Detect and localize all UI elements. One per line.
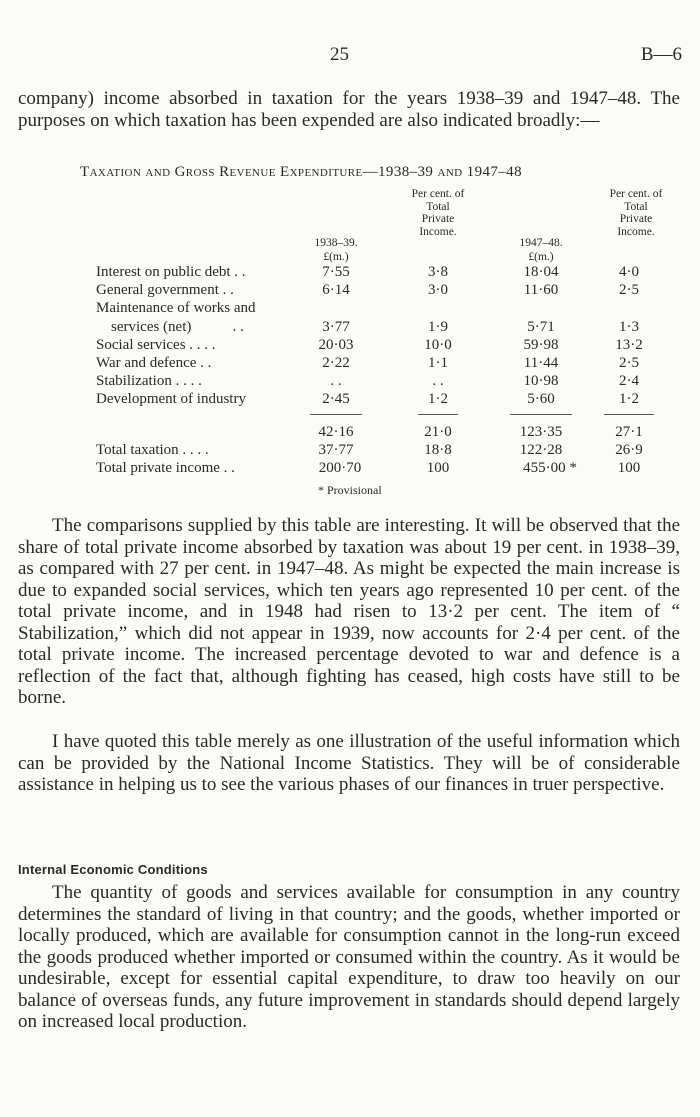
table-row [96, 264, 696, 282]
total-taxation-row [96, 442, 696, 460]
total-private-income-row [96, 460, 696, 478]
value-1938: 20·03 [318, 337, 354, 353]
subtotal-rule [418, 414, 458, 415]
pct-1947: 2·5 [619, 282, 639, 298]
value-1947: 18·04 [523, 264, 559, 280]
subtotal-rule [510, 414, 572, 415]
row-label: Total taxation . . . . [96, 442, 209, 458]
table-footnote: * Provisional [318, 483, 382, 497]
subtotal-row [96, 424, 696, 442]
pct-1947: 2·5 [619, 355, 639, 371]
value-1947: 5·71 [527, 319, 555, 335]
row-label: Development of industry [96, 391, 246, 407]
header-year-1938: 1938–39. [314, 237, 358, 249]
header-year-1947: 1947–48. [519, 237, 563, 249]
value-1947: 10·98 [523, 373, 559, 389]
pct-1947: 100 [617, 460, 641, 476]
value-1947: 5·60 [527, 391, 555, 407]
pct-1938: . . [432, 373, 444, 389]
header-pct-1947: Per cent. of Total Private Income. [609, 188, 663, 238]
value-1938: 6·14 [322, 282, 350, 298]
value-1938: . . [330, 373, 342, 389]
table-row [96, 373, 696, 391]
row-label: Stabilization . . . . [96, 373, 202, 389]
value-1938: 200·70 [318, 460, 362, 476]
body-paragraph-1: The comparisons supplied by this table are interesting. It will be observed that the share of total private income absorbed by taxation was about 19 per cent. in 1938–39, as compared with 27 per cent. in 1947–48. As might be expected the main increase is due to expanded social services, which ten years ago represented 10 per cent. of the total private income, and in 1948 had risen to 13·2 per cent. The item of “ Stabilization,” which did not appear in 1939, now accounts for 2·4 per cent. of the total private income. The increased percentage devoted to war and defence is a reflection of the fact that, although fighting has ceased, high costs have still to be borne. [18, 515, 680, 708]
value-1938: 2·22 [322, 355, 350, 371]
row-label: Total private income . . [96, 460, 235, 476]
value-1947: 123·35 [519, 424, 563, 440]
pct-1947: 13·2 [615, 337, 643, 353]
value-1947: 59·98 [523, 337, 559, 353]
pct-1938: 3·0 [428, 282, 448, 298]
table-row [96, 319, 696, 337]
pct-1938: 18·8 [424, 442, 452, 458]
pct-1947: 26·9 [615, 442, 643, 458]
pct-1938: 3·8 [428, 264, 448, 280]
pct-1938: 1·9 [428, 319, 448, 335]
row-label: Maintenance of works and [96, 300, 256, 316]
value-1938: 2·45 [322, 391, 350, 407]
pct-1947: 27·1 [615, 424, 643, 440]
pct-1947: 1·2 [619, 391, 639, 407]
table-row [96, 355, 696, 373]
pct-1938: 1·2 [428, 391, 448, 407]
section-heading: Internal Economic Conditions [18, 862, 208, 877]
subtotal-rule [604, 414, 654, 415]
row-label: services (net) . . [96, 319, 244, 335]
page-reference: B—6 [640, 44, 682, 65]
pct-1947: 2·4 [619, 373, 639, 389]
value-1947: 122·28 [519, 442, 563, 458]
value-1938: 3·77 [322, 319, 350, 335]
value-1947: 455·00 * [523, 460, 577, 476]
pct-1947: 4·0 [619, 264, 639, 280]
row-label: General government . . [96, 282, 234, 298]
value-1938: 42·16 [318, 424, 354, 440]
row-label: War and defence . . [96, 355, 212, 371]
body-paragraph-3: The quantity of goods and services available for consumption in any country determines the standard of living in that country; and the goods, whether imported or locally produced, which are available for consumption cannot in the long-run exceed the goods produced whether imported or consumed within the country. As it would be undesirable, except for essential capital expenditure, to draw too heavily on our balance of overseas funds, any future improvement in standards should depend largely on increased local production. [18, 882, 680, 1032]
row-label: Social services . . . . [96, 337, 216, 353]
table-row [96, 391, 696, 409]
value-1947: 11·44 [523, 355, 559, 371]
table-row [96, 337, 696, 355]
pct-1938: 1·1 [428, 355, 448, 371]
subtotal-rule [310, 414, 362, 415]
header-pct-1938: Per cent. of Total Private Income. [411, 188, 465, 238]
header-unit-1938: £(m.) [323, 251, 349, 263]
page-number: 25 [330, 44, 349, 65]
table-title: Taxation and Gross Revenue Expenditure—1938–39 and 1947–48 [80, 164, 522, 180]
value-1938: 7·55 [322, 264, 350, 280]
header-unit-1947: £(m.) [528, 251, 554, 263]
value-1947: 11·60 [523, 282, 559, 298]
row-label: Interest on public debt . . [96, 264, 246, 280]
body-paragraph-2: I have quoted this table merely as one illustration of the useful information which can be provided by the National Income Statistics. They will be of considerable assistance in helping us to see the various phases of our finances in truer perspective. [18, 731, 680, 795]
intro-paragraph: company) income absorbed in taxation for the years 1938–39 and 1947–48. The purposes on which taxation has been expended are also indicated broadly:— [18, 88, 680, 131]
table-row [96, 300, 696, 318]
value-1938: 37·77 [318, 442, 354, 458]
pct-1947: 1·3 [619, 319, 639, 335]
pct-1938: 21·0 [424, 424, 452, 440]
pct-1938: 10·0 [424, 337, 452, 353]
pct-1938: 100 [426, 460, 450, 476]
table-row [96, 282, 696, 300]
